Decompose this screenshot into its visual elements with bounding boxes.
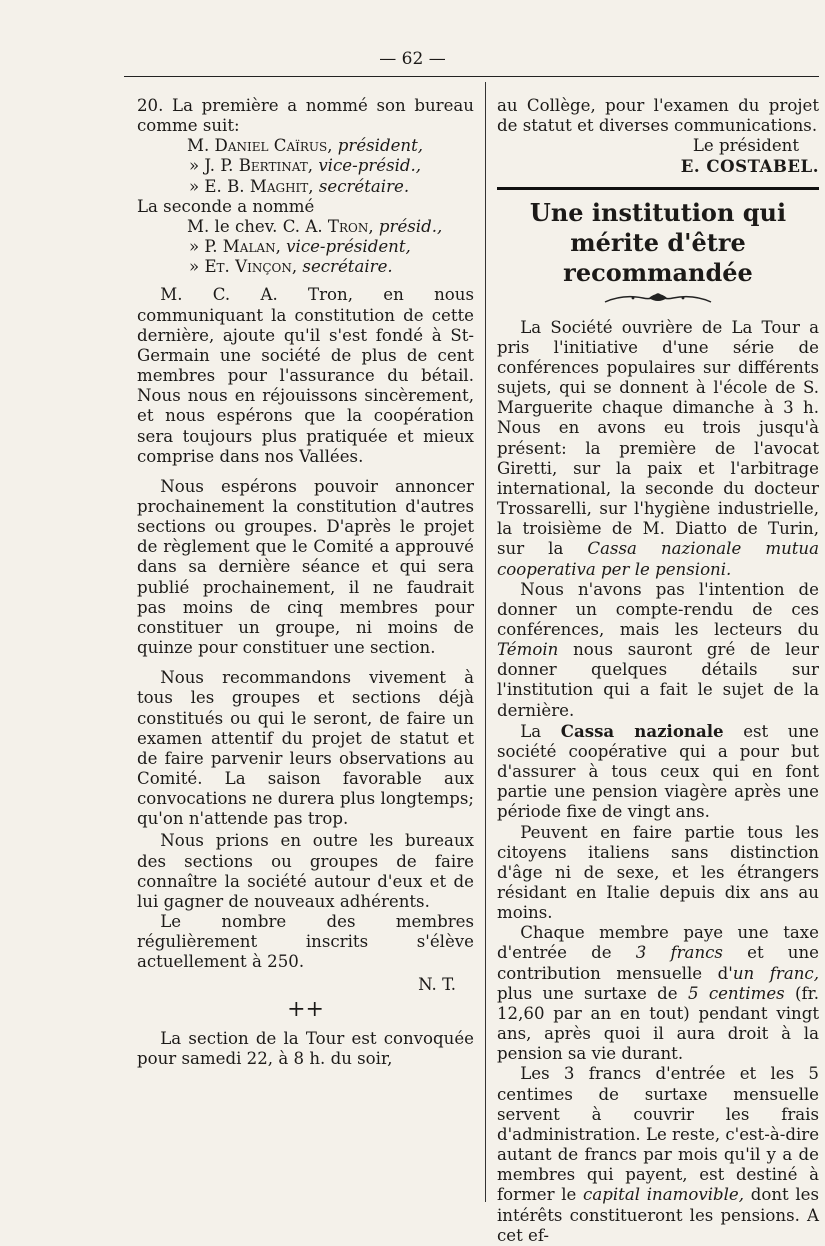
paragraph: Le nombre des membres régulièrement inscrits s'élève actuellement à 250. [137,912,474,972]
paragraph: Peuvent en faire partie tous les citoyens italiens sans distinction d'âge ni de sexe, et les étrangers résidant en Italie depuis dix ans au moins. [497,822,819,923]
left-column [137,96,474,1069]
bureau-list-second [137,217,474,277]
right-column [497,96,819,1246]
paragraph: Nous recommandons vivement à tous les groupes et sections déjà constitués ou qui le seront, de faire un examen attentif du projet de statut et de faire parvenir leurs observations au Comité. La saison favorable aux convocations ne durera plus longtemps; qu'on n'attende pas trop. [137,668,474,829]
article-rule [497,187,819,190]
signature-title: Le président [692,136,799,156]
paragraph: M. C. A. Tron, en nous communiquant la constitution de cette dernière, ajoute qu'il s'est fondé à St-Germain une société de plus de cent membres pour l'assurance du bétail. Nous nous en réjouissons sincèrement, et nous espérons que la coopération sera toujours plus pratiquée et mieux comprise dans nos Vallées. [137,285,474,466]
article-headline: Une institution qui mérite d'être recommandée [529,197,787,287]
paragraph: Nous n'avons pas l'intention de donner un compte-rendu de ces conférences, mais les lecteurs du Témoin nous sauront gré de leur donner quelques détails sur l'institution qui a fait le sujet de la dernière. [497,579,819,720]
paragraph: au Collège, pour l'examen du projet de statut et diverses communications. [497,96,819,136]
paragraph: La Société ouvrière de La Tour a pris l'initiative d'une série de conférences populaires sur différents sujets, qui se donnent à l'école de S. Marguerite chaque dimanche à 3 h. Nous en avons eu trois jusqu'à présent: la première de l'avocat Giretti, sur la paix et l'arbitrage international, la seconde du docteur Trossarelli, sur l'hygiène industrielle, la troisième de M. Diatto de Turin, sur la Cassa nazionale mutua cooperativa per le pensioni. [497,317,820,579]
paragraph: La Cassa nazionale est une société coopérative qui a pour but d'assurer à tous ceux qui en font partie une pension viagère après une période fixe de vingt ans. [497,720,820,822]
paragraph: Nous prions en outre les bureaux des sections ou groupes de faire connaître la société autour d'eux et de lui gagner de nouveaux adhérents. [137,831,474,911]
list-item: » J. P. Bertinat, vice-présid., [189,156,422,176]
section-separator: ++ [287,996,324,1022]
page-number: — 62 — [379,49,446,69]
paragraph: Les 3 francs d'entrée et les 5 centimes de surtaxe mensuelle servent à couvrir les frais d'administration. Le reste, c'est-à-dire autant de francs par mois qu'il y a de membres qui payent, est destiné à former le capital inamovible, dont les intérêts constitueront les pensions. A cet ef- [497,1064,820,1245]
header-rule [124,76,819,77]
signature-name: E. COSTABEL. [680,156,819,177]
paragraph: Chaque membre paye une taxe d'entrée de 3 francs et une contribution mensuelle d'un franc, plus une surtaxe de 5 centimes (fr. 12,60 par an en tout) pendant vingt ans, après quoi il aura droit à la pension sa vie durant. [497,923,819,1064]
list-item: M. Daniel Caïrus, président, [187,136,424,156]
author-initials: N. T. [418,974,456,994]
column-divider [485,82,486,1202]
list-item: » E. B. Maghit, secrétaire. [189,176,410,196]
bureau-list-first [137,136,474,196]
list-item: M. le chev. C. A. Tron, présid., [187,216,443,236]
paragraph: 20. La première a nommé son bureau comme suit: [137,96,474,136]
ornament-icon [603,290,713,306]
paragraph: La seconde a nommé [137,196,315,216]
paragraph: La section de la Tour est convoquée pour samedi 22, à 8 h. du soir, [137,1028,474,1068]
list-item: » Et. Vinçon, secrétaire. [189,257,393,277]
paragraph: Nous espérons pouvoir annoncer prochainement la constitution d'autres sections ou groupes. D'après le projet de règlement que le Comité a approuvé dans sa dernière séance et qui sera publié prochainement, il ne faudrait pas moins de cinq membres pour constituer un groupe, ni moins de quinze pour constituer une section. [137,476,474,658]
list-item: » P. Malan, vice-président, [189,237,411,257]
